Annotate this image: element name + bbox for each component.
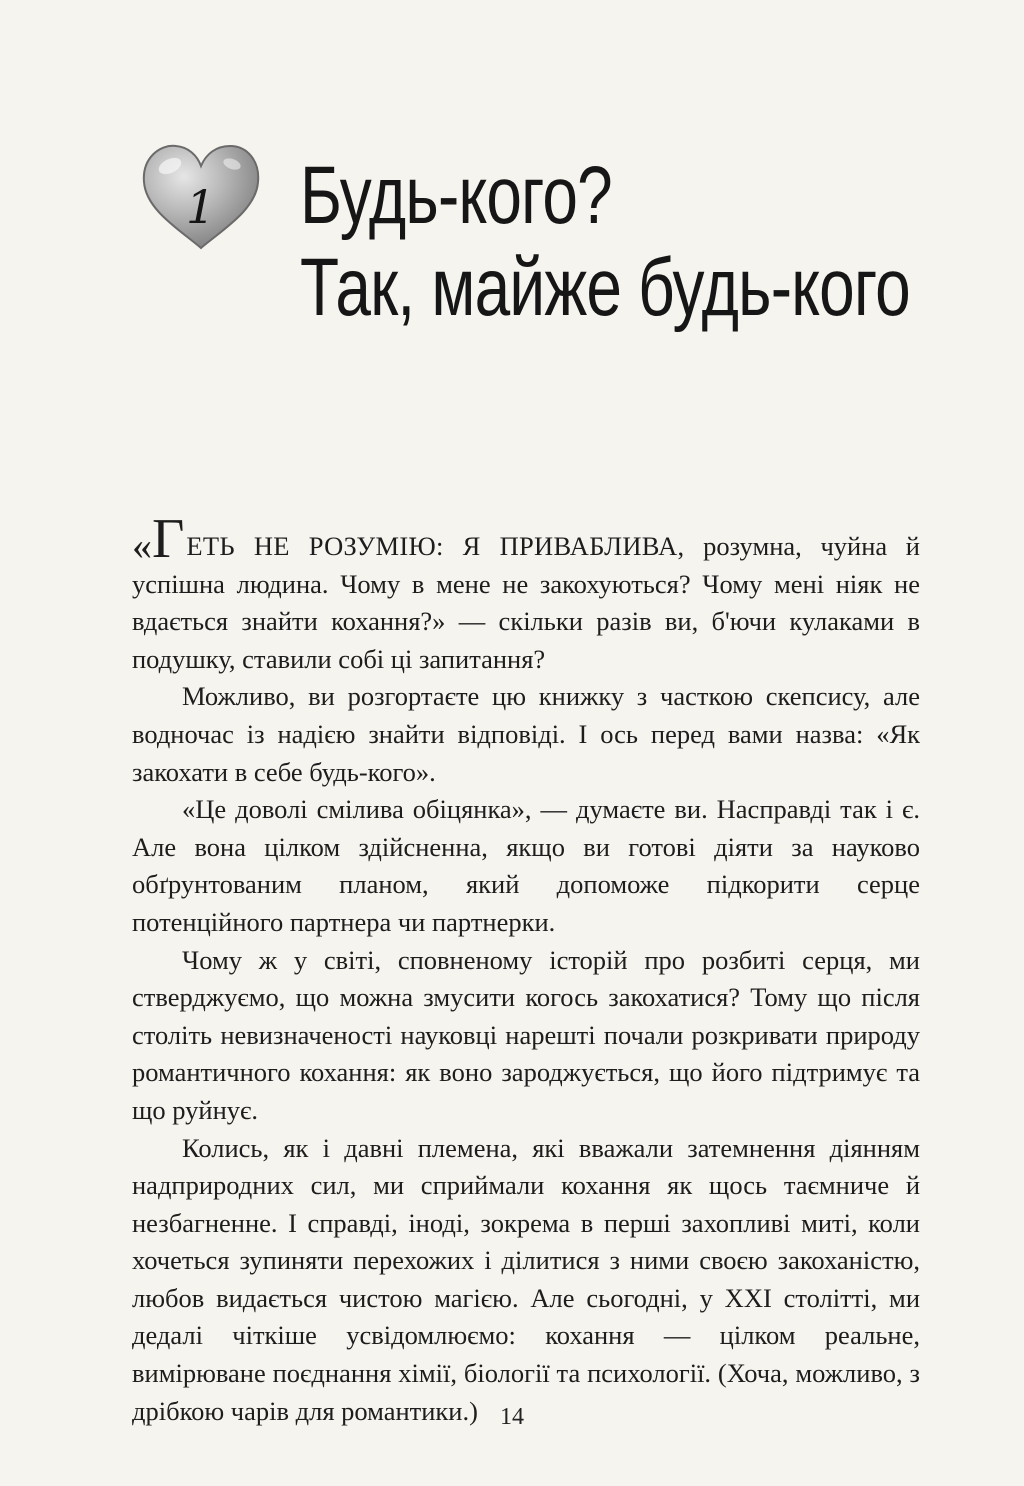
chapter-heading	[140, 130, 910, 390]
paragraph-5: Колись, як і давні племена, які вважали затемнення діянням надприродних сил, ми сприймали кохання як щось таємниче й незбагненне. І справді, іноді, зокрема в перші захопливі миті, коли хочеться зупиняти перехожих і ділитися з ними своєю закоханістю, любов видається чистою магією. Але сьогодні, у XXI столітті, ми дедалі чіткіше усвідомлюємо: кохання — цілком реальне, вимірюване поєднання хімії, біології та психології. (Хоча, можливо, з дрібкою чарів для романтики.)	[132, 1132, 920, 1426]
chapter-title-line-2: Так, майже будь-кого	[300, 242, 910, 333]
drop-cap: Г	[152, 508, 185, 570]
chapter-title-line-1: Будь-кого?	[300, 150, 612, 241]
chapter-body	[132, 508, 920, 1430]
page-number: 14	[500, 1404, 524, 1430]
paragraph-4: Чому ж у світі, сповненому історій про розбиті серця, ми стверджуємо, що можна змусити когось закохатися? Тому що після століть невизначеності науковці нарешті почали розкривати природу романтичного кохання: як воно зароджується, що його підтримує та що руйнує.	[132, 944, 920, 1125]
paragraph-2: Можливо, ви розгортаєте цю книжку з часткою скепсису, але водночас із надією знайти відповіді. І ось перед вами назва: «Як закохати в себе будь-кого».	[132, 681, 920, 787]
paragraph-1-text: розумна, чуйна й успішна людина. Чому в мене не закохуються? Чому мені ніяк не вдається знайти кохання?» — скільки разів ви, б'ючи кулаками в подушку, ставили собі ці запитання?	[132, 531, 920, 674]
lead-in-caps: ЕТЬ НЕ РОЗУМІЮ: Я ПРИВАБЛИВА,	[186, 531, 685, 561]
heart-icon	[140, 140, 262, 252]
chapter-number: 1	[186, 180, 216, 234]
chapter-title	[300, 150, 910, 334]
opening-quote-mark: «	[132, 523, 152, 568]
paragraph-1	[132, 508, 920, 678]
paragraph-3: «Це доволі смілива обіцянка», — думаєте ви. Насправді так і є. Але вона цілком здійсненна, якщо ви готові діяти за науково обґрунтованим планом, який допоможе підкорити серце потенційного партнера чи партнерки.	[132, 794, 920, 937]
